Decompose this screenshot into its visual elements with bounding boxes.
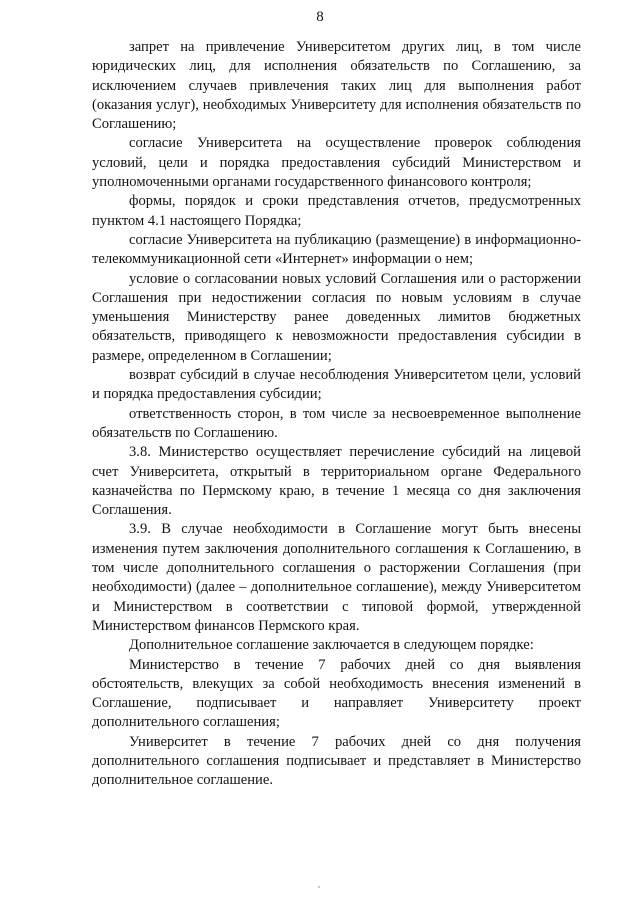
paragraph-section-3-8: 3.8. Министерство осуществляет перечисление субсидий на лицевой счет Университета, открытый в территориальном органе Федерального казначейства по Пермскому краю, в течение 1 месяца со дня заключения Соглашения. [92,444,581,519]
document-body [92,38,581,791]
paragraph-consent-inspections: согласие Университета на осуществление проверок соблюдения условий, цели и порядка предоставления субсидий Министерством и уполномоченными органами государственного финансового контроля; [92,135,581,191]
paragraph-additional-agreement-order: Дополнительное соглашение заключается в следующем порядке: [129,637,534,654]
paragraph-consent-publication: согласие Университета на публикацию (размещение) в информационно-телекоммуникационной сети «Интернет» информации о нем; [92,231,581,268]
paragraph-report-forms: формы, порядок и сроки представления отчетов, предусмотренных пунктом 4.1 настоящего Порядка; [92,193,581,229]
paragraph-ministry-procedure: Министерство в течение 7 рабочих дней со дня выявления обстоятельств, влекущих за собой необходимость внесения изменений в Соглашение, подписывает и направляет Университету проект дополнительного соглашения; [92,656,581,731]
paragraph-subsidy-return: возврат субсидий в случае несоблюдения Университетом цели, условий и порядка предоставления субсидии; [92,367,581,403]
scan-artifact-dot [318,886,320,888]
paragraph-section-3-9: 3.9. В случае необходимости в Соглашение могут быть внесены изменения путем заключения дополнительного соглашения к Соглашению, в том числе дополнительного соглашения о расторжении Соглашения (при необходимости) (далее – дополнительное соглашение), между Университетом и Министерством в соответствии с типовой формой, утвержденной Министерством финансов Пермского края. [92,521,581,634]
page-number: 8 [316,9,324,25]
paragraph-liability: ответственность сторон, в том числе за несвоевременное выполнение обязательств по Соглашению. [92,405,581,441]
paragraph-new-conditions: условие о согласовании новых условий Соглашения или о расторжении Соглашения при недостижении согласия по новым условиям в случае уменьшения Министерству ранее доведенных лимитов бюджетных обязательств, приводящего к невозможности предоставления субсидии в размере, определенном в Соглашении; [92,270,581,364]
paragraph-university-procedure: Университет в течение 7 рабочих дней со дня получения дополнительного соглашения подписывает и представляет в Министерство дополнительное соглашение. [92,733,581,789]
paragraph-ban-third-parties: запрет на привлечение Университетом других лиц, в том числе юридических лиц, для исполнения обязательств по Соглашению, за исключением случаев привлечения таких лиц для выполнения работ (оказания услуг), необходимых Университету для исполнения обязательств по Соглашению; [92,39,581,133]
